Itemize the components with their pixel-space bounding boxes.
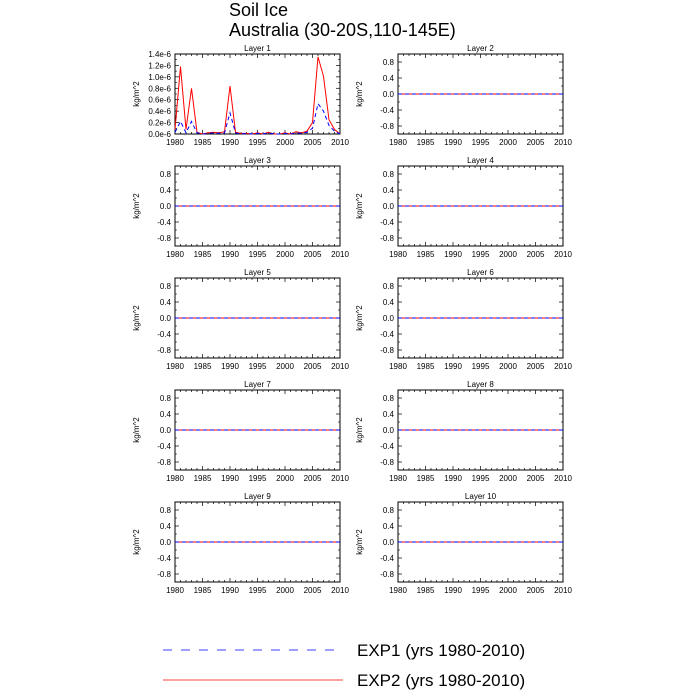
panel-7-ytick-label: -0.4 xyxy=(157,442,171,451)
panel-9-xtick-label: 1990 xyxy=(221,586,239,595)
panel-7-ytick-label: 0.4 xyxy=(159,410,171,419)
panel-1-xtick-label: 2010 xyxy=(331,138,349,147)
panel-5-ylabel: kg/m^2 xyxy=(132,305,141,331)
panel-3-ytick-label: -0.8 xyxy=(157,234,171,243)
panel-1-ytick-label: 1.0e-6 xyxy=(148,72,171,82)
panel-10-title: Layer 10 xyxy=(464,492,497,501)
panel-9-ylabel: kg/m^2 xyxy=(132,529,141,555)
panel-8-xtick-label: 2010 xyxy=(554,474,572,483)
panel-5-xtick-label: 1985 xyxy=(193,362,212,371)
panel-5-xtick-label: 1990 xyxy=(221,362,239,371)
panel-2-ytick-label: 0.4 xyxy=(382,74,394,83)
panel-8-xtick-label: 2005 xyxy=(526,474,545,483)
panel-4-xtick-label: 1995 xyxy=(471,250,490,259)
figure-subtitle: Australia (30-20S,110-145E) xyxy=(229,20,456,40)
panel-5-xtick-label: 2005 xyxy=(303,362,322,371)
legend-label-1: EXP1 (yrs 1980-2010) xyxy=(357,641,526,660)
panel-9-xtick-label: 2005 xyxy=(303,586,322,595)
panel-5-xtick-label: 1995 xyxy=(248,362,267,371)
panel-5-ytick-label: 0.4 xyxy=(159,298,171,307)
panel-5-ytick-label: -0.8 xyxy=(157,346,171,355)
panel-7-xtick-label: 1990 xyxy=(221,474,239,483)
panel-10-ytick-label: -0.4 xyxy=(380,554,394,563)
panel-6-ytick-label: 0.8 xyxy=(382,282,394,291)
panel-3-ylabel: kg/m^2 xyxy=(132,193,141,219)
panel-4-ytick-label: 0.4 xyxy=(382,186,394,195)
panel-5-xtick-label: 2010 xyxy=(331,362,349,371)
panel-5-ytick-label: 0.0 xyxy=(159,314,171,323)
panel-3-xtick-label: 2000 xyxy=(276,250,294,259)
panel-3-xtick-label: 2005 xyxy=(303,250,322,259)
panel-2-ytick-label: 0.0 xyxy=(382,90,394,99)
panel-10-xtick-label: 2010 xyxy=(554,586,572,595)
panel-5-title: Layer 5 xyxy=(244,268,271,277)
panel-1-ytick-label: 0.4e-6 xyxy=(148,107,171,117)
panel-3-title: Layer 3 xyxy=(244,156,271,165)
panel-6-ytick-label: -0.8 xyxy=(380,346,394,355)
panel-10-xtick-label: 2000 xyxy=(499,586,517,595)
panel-4-title: Layer 4 xyxy=(467,156,494,165)
panel-6-xtick-label: 1985 xyxy=(416,362,435,371)
panel-10-ytick-label: -0.8 xyxy=(380,570,394,579)
panel-4-xtick-label: 2005 xyxy=(526,250,545,259)
panel-4-ytick-label: 0.8 xyxy=(382,170,394,179)
panel-4-xtick-label: 1980 xyxy=(389,250,407,259)
panel-3-ytick-label: 0.8 xyxy=(159,170,171,179)
panel-9-xtick-label: 1985 xyxy=(193,586,212,595)
panel-6-ytick-label: 0.0 xyxy=(382,314,394,323)
panel-7-xtick-label: 2010 xyxy=(331,474,349,483)
panel-6-xtick-label: 1995 xyxy=(471,362,490,371)
panel-10-xtick-label: 1980 xyxy=(389,586,407,595)
panel-2-title: Layer 2 xyxy=(467,44,494,53)
panel-6-xtick-label: 2005 xyxy=(526,362,545,371)
panel-4-xtick-label: 2010 xyxy=(554,250,572,259)
panel-3-xtick-label: 1990 xyxy=(221,250,239,259)
panel-3-xtick-label: 1985 xyxy=(193,250,212,259)
panel-10-xtick-label: 1990 xyxy=(444,586,462,595)
panel-6-xtick-label: 1980 xyxy=(389,362,407,371)
panel-9-ytick-label: 0.8 xyxy=(159,506,171,515)
panel-1-ytick-label: 0.0e-6 xyxy=(148,130,171,139)
panel-10-ylabel: kg/m^2 xyxy=(355,529,364,555)
panel-8-ytick-label: -0.8 xyxy=(380,458,394,467)
panel-2-ylabel: kg/m^2 xyxy=(355,81,364,107)
panel-6-ytick-label: 0.4 xyxy=(382,298,394,307)
panel-1-xtick-label: 2005 xyxy=(303,138,322,147)
panel-7-ytick-label: 0.8 xyxy=(159,394,171,403)
panel-8-ytick-label: -0.4 xyxy=(380,442,394,451)
panel-1-series-exp2 xyxy=(175,57,340,134)
panel-6-xtick-label: 1990 xyxy=(444,362,462,371)
panel-1-ylabel: kg/m^2 xyxy=(132,81,141,107)
panel-9-title: Layer 9 xyxy=(244,492,271,501)
panel-3-ytick-label: 0.0 xyxy=(159,202,171,211)
panel-4-xtick-label: 1990 xyxy=(444,250,462,259)
panel-10-xtick-label: 1985 xyxy=(416,586,435,595)
panel-6-ytick-label: -0.4 xyxy=(380,330,394,339)
panel-9-xtick-label: 1980 xyxy=(166,586,184,595)
panel-1-xtick-label: 2000 xyxy=(276,138,294,147)
panel-4-ytick-label: 0.0 xyxy=(382,202,394,211)
panel-7-xtick-label: 1980 xyxy=(166,474,184,483)
panel-9-ytick-label: 0.4 xyxy=(159,522,171,531)
panel-2-xtick-label: 2000 xyxy=(499,138,517,147)
panel-1-title: Layer 1 xyxy=(244,44,271,53)
panel-8-xtick-label: 1985 xyxy=(416,474,435,483)
panel-4-ytick-label: -0.4 xyxy=(380,218,394,227)
panel-9-xtick-label: 1995 xyxy=(248,586,267,595)
panel-1-ytick-label: 1.4e-6 xyxy=(148,50,171,59)
panel-1-ytick-label: 0.8e-6 xyxy=(148,84,171,94)
panel-9-ytick-label: -0.8 xyxy=(157,570,171,579)
panel-1-ytick-label: 0.2e-6 xyxy=(148,118,171,128)
panel-8-ytick-label: 0.0 xyxy=(382,426,394,435)
panel-4-ytick-label: -0.8 xyxy=(380,234,394,243)
panel-7-ytick-label: -0.8 xyxy=(157,458,171,467)
panel-10-xtick-label: 1995 xyxy=(471,586,490,595)
panel-7-xtick-label: 2005 xyxy=(303,474,322,483)
panel-8-xtick-label: 1980 xyxy=(389,474,407,483)
panel-7-xtick-label: 1985 xyxy=(193,474,212,483)
panel-3-ytick-label: 0.4 xyxy=(159,186,171,195)
panel-9-ytick-label: -0.4 xyxy=(157,554,171,563)
panel-6-ylabel: kg/m^2 xyxy=(355,305,364,331)
panel-5-xtick-label: 1980 xyxy=(166,362,184,371)
panel-1-ytick-label: 1.2e-6 xyxy=(148,61,171,71)
panel-4-xtick-label: 2000 xyxy=(499,250,517,259)
panel-9-xtick-label: 2010 xyxy=(331,586,349,595)
panel-6-xtick-label: 2000 xyxy=(499,362,517,371)
panel-8-ytick-label: 0.8 xyxy=(382,394,394,403)
panel-6-title: Layer 6 xyxy=(467,268,494,277)
panel-8-xtick-label: 1990 xyxy=(444,474,462,483)
panel-7-xtick-label: 1995 xyxy=(248,474,267,483)
panel-3-ytick-label: -0.4 xyxy=(157,218,171,227)
panel-8-title: Layer 8 xyxy=(467,380,494,389)
panel-9-xtick-label: 2000 xyxy=(276,586,294,595)
panel-5-ytick-label: 0.8 xyxy=(159,282,171,291)
panel-4-xtick-label: 1985 xyxy=(416,250,435,259)
legend-label-2: EXP2 (yrs 1980-2010) xyxy=(357,671,526,690)
panel-2-xtick-label: 2010 xyxy=(554,138,572,147)
panel-2-xtick-label: 1980 xyxy=(389,138,407,147)
panel-2-xtick-label: 1995 xyxy=(471,138,490,147)
panel-7-xtick-label: 2000 xyxy=(276,474,294,483)
panel-1-xtick-label: 1990 xyxy=(221,138,239,147)
panel-10-ytick-label: 0.4 xyxy=(382,522,394,531)
panel-7-ytick-label: 0.0 xyxy=(159,426,171,435)
panel-1-xtick-label: 1980 xyxy=(166,138,184,147)
panel-1-series-exp1 xyxy=(175,104,340,134)
panel-8-ytick-label: 0.4 xyxy=(382,410,394,419)
panel-1-xtick-label: 1985 xyxy=(193,138,212,147)
panel-8-xtick-label: 2000 xyxy=(499,474,517,483)
panel-8-xtick-label: 1995 xyxy=(471,474,490,483)
panel-9-ytick-label: 0.0 xyxy=(159,538,171,547)
panel-3-xtick-label: 2010 xyxy=(331,250,349,259)
panel-3-xtick-label: 1995 xyxy=(248,250,267,259)
panel-6-xtick-label: 2010 xyxy=(554,362,572,371)
panel-2-xtick-label: 1990 xyxy=(444,138,462,147)
panel-3-xtick-label: 1980 xyxy=(166,250,184,259)
panel-5-ytick-label: -0.4 xyxy=(157,330,171,339)
figure-title: Soil Ice xyxy=(229,0,289,20)
panel-1-ytick-label: 0.6e-6 xyxy=(148,95,171,105)
panel-7-title: Layer 7 xyxy=(244,380,271,389)
panel-2-ytick-label: 0.8 xyxy=(382,58,394,67)
panel-4-ylabel: kg/m^2 xyxy=(355,193,364,219)
panel-2-xtick-label: 2005 xyxy=(526,138,545,147)
panel-2-ytick-label: -0.8 xyxy=(380,122,394,131)
panel-2-xtick-label: 1985 xyxy=(416,138,435,147)
panel-1-xtick-label: 1995 xyxy=(248,138,267,147)
panel-10-ytick-label: 0.8 xyxy=(382,506,394,515)
panel-2-ytick-label: -0.4 xyxy=(380,106,394,115)
panel-5-xtick-label: 2000 xyxy=(276,362,294,371)
panel-7-ylabel: kg/m^2 xyxy=(132,417,141,443)
panel-8-ylabel: kg/m^2 xyxy=(355,417,364,443)
panel-10-ytick-label: 0.0 xyxy=(382,538,394,547)
panel-10-xtick-label: 2005 xyxy=(526,586,545,595)
